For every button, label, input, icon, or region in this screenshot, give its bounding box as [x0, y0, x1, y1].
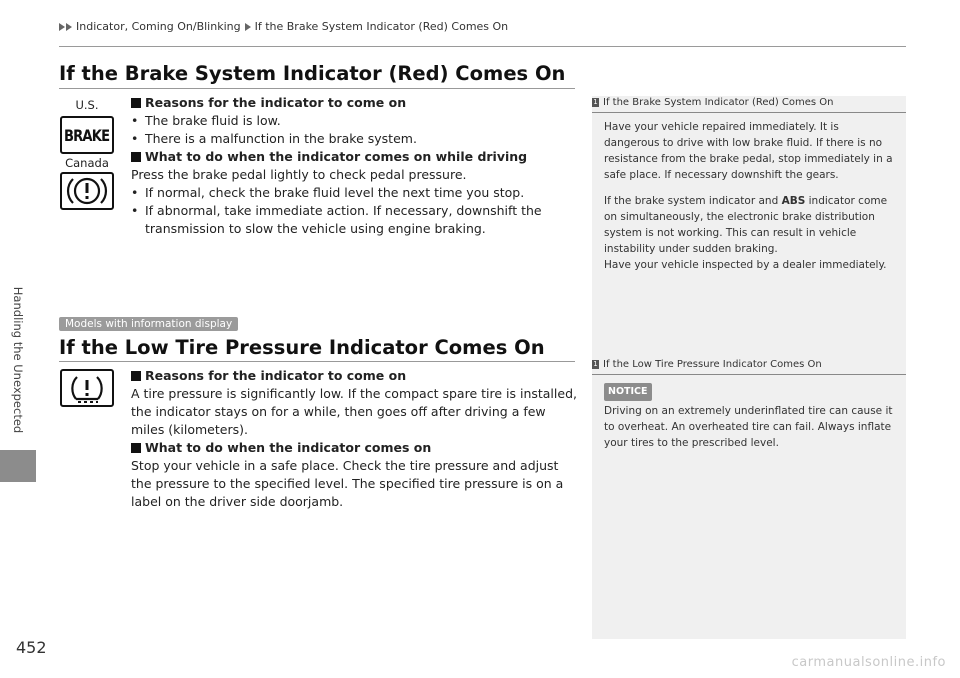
note2	[592, 359, 906, 451]
section1-rule	[59, 88, 575, 89]
breadcrumb	[59, 20, 508, 33]
section1-title: If the Brake System Indicator (Red) Comes On	[59, 62, 566, 85]
action-text-2: Stop your vehicle in a safe place. Check the tire pressure and adjust the pressure to the specified level. The specified tire pressure is on a label on the driver side doorjamb.	[131, 458, 564, 509]
square-bullet-icon	[131, 371, 141, 381]
brake-indicator-icon	[60, 116, 114, 154]
note2-title: 1 If the Low Tire Pressure Indicator Comes On	[593, 359, 822, 370]
label-canada: Canada	[65, 156, 109, 170]
brake-icon-text: BRAKE	[64, 125, 110, 145]
action-heading-2: What to do when the indicator comes on	[131, 439, 579, 457]
section2-title: If the Low Tire Pressure Indicator Comes On	[59, 336, 545, 359]
list-item: • There is a malfunction in the brake system.	[131, 131, 417, 146]
side-tab-label: Handling the Unexpected	[11, 286, 25, 434]
side-tab	[0, 260, 36, 460]
reasons-heading-1: Reasons for the indicator to come on	[131, 94, 581, 112]
action-intro: Press the brake pedal lightly to check pedal pressure.	[131, 167, 467, 182]
note1	[592, 97, 906, 273]
square-bullet-icon	[131, 443, 141, 453]
list-item: • If normal, check the brake fluid level the next time you stop.	[131, 185, 525, 200]
breadcrumb-level1[interactable]: Indicator, Coming On/Blinking	[76, 20, 241, 33]
chapter-marker	[0, 450, 36, 482]
square-bullet-icon	[131, 98, 141, 108]
label-us: U.S.	[75, 98, 99, 112]
watermark: carmanualsonline.info	[791, 655, 946, 670]
note1-para3: Have your vehicle inspected by a dealer immediately.	[604, 259, 887, 271]
list-item: • If abnormal, take immediate action. If necessary, downshift the transmission to slow the vehicle using engine braking.	[131, 203, 542, 236]
reasons-heading-2: Reasons for the indicator to come on	[131, 367, 579, 385]
note1-para2: If the brake system indicator and ABS indicator come on simultaneously, the electronic brake distribution system is not working. This can result in vehicle instability under sudden braking.	[604, 195, 888, 255]
note1-para1: Have your vehicle repaired immediately. It is dangerous to drive with low brake fluid. If there is no resistance from the brake pedal, stop immediately in a safe place. If necessary downshift the gears.	[604, 121, 893, 181]
note2-text: Driving on an extremely underinflated tire can cause it to overheat. An overheated tire can fail. Always inflate your tires to the prescribed level.	[604, 405, 893, 449]
reasons-text-2: A tire pressure is significantly low. If the compact spare tire is installed, the indicator stays on for a while, then goes off after driving a few miles (kilometers).	[131, 386, 577, 437]
page-number: 452	[16, 638, 47, 657]
section2-rule	[59, 361, 575, 362]
section1-body	[131, 94, 581, 238]
note1-title: 1 If the Brake System Indicator (Red) Comes On	[593, 97, 834, 108]
square-bullet-icon	[131, 152, 141, 162]
list-item: • The brake fluid is low.	[131, 113, 281, 128]
models-badge: Models with information display	[59, 317, 238, 331]
breadcrumb-arrow-icon	[245, 23, 251, 31]
note2-body	[592, 375, 906, 451]
tire-pressure-icon	[60, 369, 114, 407]
note-number-icon: 1	[593, 360, 598, 368]
note-number-icon: 1	[593, 98, 598, 106]
action-heading-1: What to do when the indicator comes on while driving	[131, 148, 581, 166]
breadcrumb-level2[interactable]: If the Brake System Indicator (Red) Comes On	[254, 20, 509, 33]
section2-body	[131, 367, 579, 511]
notice-badge: NOTICE	[604, 383, 652, 401]
note1-body	[592, 113, 906, 273]
breadcrumb-arrow-icon	[59, 23, 72, 31]
brake-circle-exclamation-icon	[60, 172, 114, 210]
header-rule	[59, 46, 906, 47]
